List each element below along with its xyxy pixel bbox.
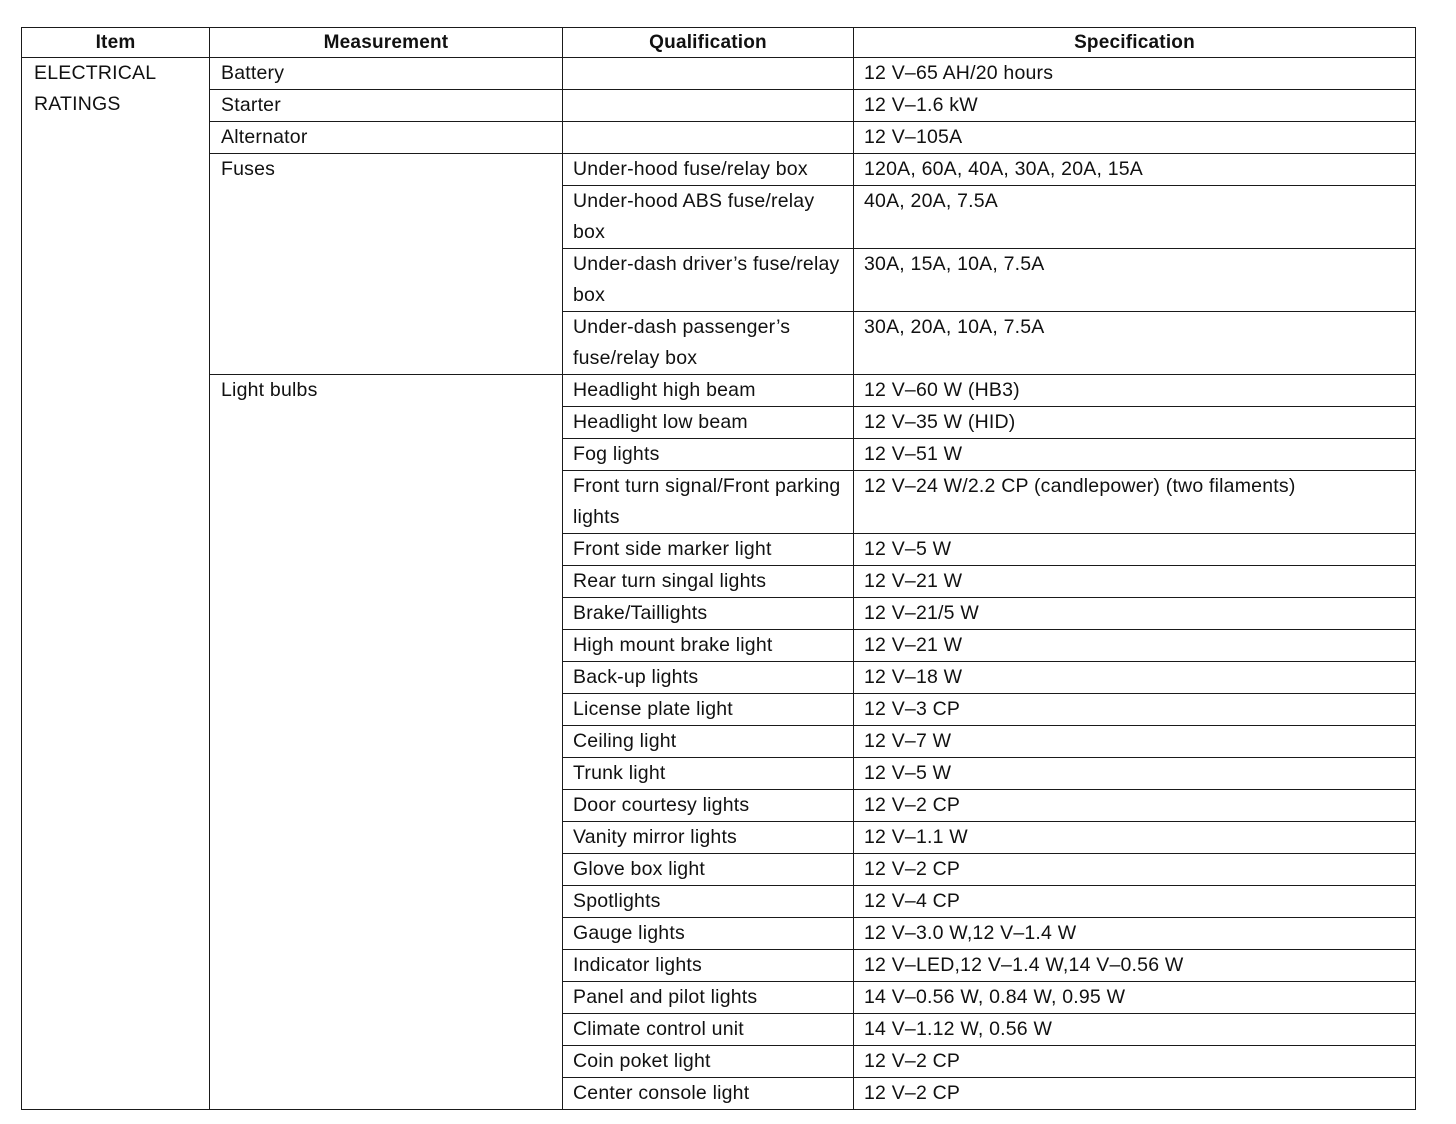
spec-cell: 12 V–4 CP: [854, 886, 1416, 918]
spec-cell: 120A, 60A, 40A, 30A, 20A, 15A: [854, 154, 1416, 186]
measurement-fuses: Fuses: [210, 154, 563, 375]
qualification-cell: License plate light: [563, 694, 854, 726]
header-qualification: Qualification: [563, 28, 854, 58]
qualification-cell: Coin poket light: [563, 1046, 854, 1078]
measurement-alternator: Alternator: [210, 122, 563, 154]
qualification-empty: [563, 122, 854, 154]
qualification-empty: [563, 58, 854, 90]
spec-cell: 12 V–60 W (HB3): [854, 375, 1416, 407]
qualification-cell: Panel and pilot lights: [563, 982, 854, 1014]
spec-alternator: 12 V–105A: [854, 122, 1416, 154]
spec-cell: 12 V–5 W: [854, 534, 1416, 566]
spec-cell: 12 V–1.1 W: [854, 822, 1416, 854]
spec-cell: 12 V–2 CP: [854, 854, 1416, 886]
qualification-cell: Spotlights: [563, 886, 854, 918]
header-row: [22, 28, 1416, 58]
qualification-cell: Front turn signal/Front parking lights: [563, 471, 854, 534]
spec-cell: 12 V–51 W: [854, 439, 1416, 471]
qualification-empty: [563, 90, 854, 122]
electrical-ratings-table: [21, 27, 1416, 1110]
qualification-cell: Glove box light: [563, 854, 854, 886]
spec-cell: 12 V–5 W: [854, 758, 1416, 790]
table-row: [22, 154, 1416, 186]
qualification-cell: Gauge lights: [563, 918, 854, 950]
table-row: [22, 375, 1416, 407]
spec-cell: 12 V–21 W: [854, 566, 1416, 598]
spec-cell: 12 V–3 CP: [854, 694, 1416, 726]
qualification-cell: Brake/Taillights: [563, 598, 854, 630]
spec-battery: 12 V–65 AH/20 hours: [854, 58, 1416, 90]
spec-starter: 12 V–1.6 kW: [854, 90, 1416, 122]
table-row: [22, 90, 1416, 122]
spec-cell: 12 V–LED,12 V–1.4 W,14 V–0.56 W: [854, 950, 1416, 982]
qualification-cell: Center console light: [563, 1078, 854, 1110]
item-cell: [22, 58, 210, 1110]
qualification-cell: High mount brake light: [563, 630, 854, 662]
spec-cell: 12 V–2 CP: [854, 1078, 1416, 1110]
qualification-cell: Headlight low beam: [563, 407, 854, 439]
qualification-cell: Rear turn singal lights: [563, 566, 854, 598]
qualification-cell: Trunk light: [563, 758, 854, 790]
qualification-cell: Indicator lights: [563, 950, 854, 982]
table-row: [22, 58, 1416, 90]
qualification-cell: Climate control unit: [563, 1014, 854, 1046]
spec-cell: 12 V–2 CP: [854, 790, 1416, 822]
spec-cell: 12 V–2 CP: [854, 1046, 1416, 1078]
qualification-cell: Vanity mirror lights: [563, 822, 854, 854]
spec-cell: 12 V–35 W (HID): [854, 407, 1416, 439]
measurement-light-bulbs: Light bulbs: [210, 375, 563, 1110]
header-specification: Specification: [854, 28, 1416, 58]
qualification-cell: Under-hood ABS fuse/relay box: [563, 186, 854, 249]
qualification-cell: Under-dash driver’s fuse/relay box: [563, 249, 854, 312]
qualification-cell: Under-dash passenger’s fuse/relay box: [563, 312, 854, 375]
spec-cell: 14 V–1.12 W, 0.56 W: [854, 1014, 1416, 1046]
qualification-cell: Front side marker light: [563, 534, 854, 566]
qualification-cell: Under-hood fuse/relay box: [563, 154, 854, 186]
table-row: [22, 122, 1416, 154]
spec-cell: 12 V–24 W/2.2 CP (candlepower) (two filaments): [854, 471, 1416, 534]
spec-cell: 12 V–3.0 W,12 V–1.4 W: [854, 918, 1416, 950]
spec-cell: 12 V–18 W: [854, 662, 1416, 694]
item-label-line2: RATINGS: [34, 93, 121, 115]
spec-cell: 12 V–21 W: [854, 630, 1416, 662]
measurement-battery: Battery: [210, 58, 563, 90]
spec-cell: 30A, 20A, 10A, 7.5A: [854, 312, 1416, 375]
header-measurement: Measurement: [210, 28, 563, 58]
spec-cell: 14 V–0.56 W, 0.84 W, 0.95 W: [854, 982, 1416, 1014]
spec-cell: 30A, 15A, 10A, 7.5A: [854, 249, 1416, 312]
spec-cell: 12 V–7 W: [854, 726, 1416, 758]
header-item: Item: [22, 28, 210, 58]
qualification-cell: Headlight high beam: [563, 375, 854, 407]
qualification-cell: Fog lights: [563, 439, 854, 471]
qualification-cell: Back-up lights: [563, 662, 854, 694]
item-label-line1: ELECTRICAL: [34, 62, 157, 84]
qualification-cell: Door courtesy lights: [563, 790, 854, 822]
qualification-cell: Ceiling light: [563, 726, 854, 758]
spec-cell: 12 V–21/5 W: [854, 598, 1416, 630]
measurement-starter: Starter: [210, 90, 563, 122]
spec-cell: 40A, 20A, 7.5A: [854, 186, 1416, 249]
